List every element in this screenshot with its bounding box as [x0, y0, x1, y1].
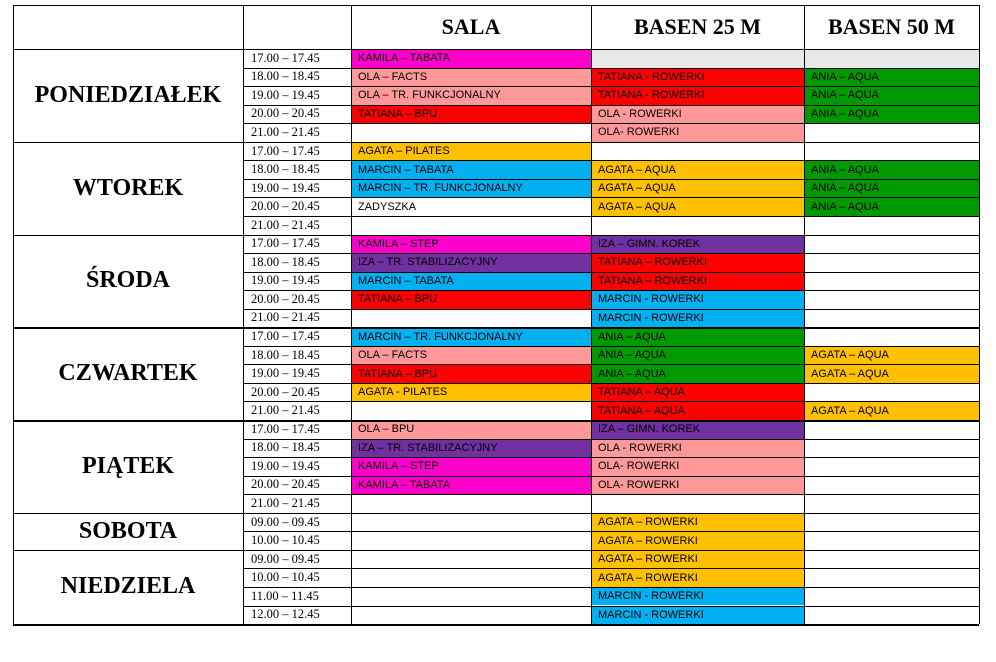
class-cell-sala: OLA – TR. FUNKCJONALNY: [351, 86, 591, 105]
class-cell-b50: [804, 550, 979, 569]
grid-line: [243, 272, 979, 273]
grid-line: [243, 587, 979, 588]
grid-line: [243, 476, 979, 477]
grid-line: [13, 235, 979, 237]
time-slot: 19.00 – 19.45: [251, 458, 320, 473]
class-cell-b50: ANIA – AQUA: [804, 160, 979, 179]
class-cell-sala: OLA – FACTS: [351, 346, 591, 365]
class-cell-b25: AGATA – ROWERKI: [591, 550, 804, 569]
time-slot: 20.00 – 20.45: [251, 291, 320, 306]
time-slot: 21.00 – 21.45: [251, 310, 320, 325]
day-name: WTOREK: [72, 174, 184, 201]
header-basen-25m: BASEN 25 M: [633, 14, 762, 39]
class-cell-b25: OLA- ROWERKI: [591, 476, 804, 495]
class-cell-b50: [804, 290, 979, 309]
class-cell-b25: ANIA – AQUA: [591, 327, 804, 346]
class-cell-b50: AGATA – AQUA: [804, 364, 979, 383]
class-cell-sala: TATIANA – BPU: [351, 105, 591, 124]
class-cell-b50: ANIA – AQUA: [804, 179, 979, 198]
class-cell-sala: [351, 568, 591, 587]
class-cell-b50: ANIA – AQUA: [804, 197, 979, 216]
class-cell-b25: TATIANA – AQUA: [591, 383, 804, 402]
class-cell-b25: MARCIN - ROWERKI: [591, 309, 804, 328]
grid-line: [243, 401, 979, 402]
grid-line: [243, 197, 979, 198]
class-cell-sala: ZADYSZKA: [351, 197, 591, 216]
time-slot: 20.00 – 20.45: [251, 106, 320, 121]
time-slot: 18.00 – 18.45: [251, 347, 320, 362]
grid-line: [13, 5, 14, 624]
class-cell-b50: [804, 49, 979, 68]
class-cell-b50: [804, 457, 979, 476]
grid-line: [13, 327, 979, 329]
class-cell-sala: MARCIN – TR. FUNKCJONALNY: [351, 327, 591, 346]
class-cell-sala: [351, 531, 591, 550]
day-name: CZWARTEK: [58, 360, 198, 387]
class-cell-b25: AGATA – AQUA: [591, 197, 804, 216]
grid-line: [243, 457, 979, 458]
time-slot: 21.00 – 21.45: [251, 124, 320, 139]
class-cell-b25: TATIANA - ROWERKI: [591, 68, 804, 87]
class-cell-b25: TATIANA - ROWERKI: [591, 86, 804, 105]
class-cell-b50: AGATA – AQUA: [804, 401, 979, 420]
class-cell-sala: [351, 587, 591, 606]
class-cell-sala: [351, 494, 591, 513]
time-slot: 20.00 – 20.45: [251, 477, 320, 492]
time-slot: 12.00 – 12.45: [251, 607, 320, 622]
grid-line: [243, 290, 979, 291]
grid-line: [13, 513, 979, 515]
class-cell-b50: [804, 439, 979, 458]
class-cell-sala: MARCIN – TABATA: [351, 272, 591, 291]
class-cell-b50: [804, 272, 979, 291]
class-cell-sala: KAMILA – TABATA: [351, 49, 591, 68]
header-sala: SALA: [441, 14, 501, 39]
class-cell-b25: AGATA – ROWERKI: [591, 568, 804, 587]
class-cell-sala: MARCIN – TR. FUNKCJONALNY: [351, 179, 591, 198]
grid-line: [243, 346, 979, 347]
class-cell-sala: MARCIN – TABATA: [351, 160, 591, 179]
grid-line: [243, 364, 979, 365]
class-cell-b25: MARCIN - ROWERKI: [591, 587, 804, 606]
class-cell-b50: AGATA – AQUA: [804, 346, 979, 365]
class-cell-b25: TATIANA – ROWERKI: [591, 272, 804, 291]
class-cell-b25: ANIA – AQUA: [591, 364, 804, 383]
time-slot: 11.00 – 11.45: [251, 588, 319, 603]
class-cell-b25: AGATA – ROWERKI: [591, 531, 804, 550]
class-cell-b25: OLA- ROWERKI: [591, 457, 804, 476]
class-cell-sala: OLA – BPU: [351, 420, 591, 439]
time-slot: 18.00 – 18.45: [251, 440, 320, 455]
class-cell-b50: [804, 606, 979, 625]
header-basen-50m: BASEN 50 M: [827, 14, 956, 39]
class-cell-sala: IZA – TR. STABILIZACYJNY: [351, 253, 591, 272]
class-cell-b50: [804, 309, 979, 328]
grid-line: [243, 309, 979, 310]
grid-line: [243, 383, 979, 384]
grid-line: [979, 5, 980, 624]
class-cell-b50: [804, 216, 979, 235]
time-slot: 10.00 – 10.45: [251, 570, 320, 585]
class-cell-b50: [804, 123, 979, 142]
class-cell-b50: [804, 383, 979, 402]
time-slot: 21.00 – 21.45: [251, 495, 320, 510]
class-cell-sala: TATIANA – BPU: [351, 290, 591, 309]
time-slot: 18.00 – 18.45: [251, 254, 320, 269]
time-slot: 09.00 – 09.45: [251, 551, 320, 566]
class-cell-b25: [591, 49, 804, 68]
grid-line: [243, 86, 979, 87]
time-slot: 19.00 – 19.45: [251, 180, 320, 195]
grid-line: [243, 179, 979, 180]
grid-line: [13, 142, 979, 144]
time-slot: 20.00 – 20.45: [251, 384, 320, 399]
class-cell-b50: [804, 587, 979, 606]
class-cell-sala: AGATA - PILATES: [351, 383, 591, 402]
time-slot: 09.00 – 09.45: [251, 514, 320, 529]
grid-line: [243, 494, 979, 495]
class-cell-b25: OLA - ROWERKI: [591, 105, 804, 124]
grid-line: [243, 68, 979, 69]
time-slot: 17.00 – 17.45: [251, 236, 320, 251]
class-cell-sala: [351, 550, 591, 569]
time-slot: 17.00 – 17.45: [251, 143, 320, 158]
class-cell-b25: TATIANA – ROWERKI: [591, 253, 804, 272]
time-slot: 10.00 – 10.45: [251, 533, 320, 548]
class-cell-b50: [804, 420, 979, 439]
class-cell-sala: [351, 309, 591, 328]
grid-line: [13, 550, 979, 552]
class-cell-b50: [804, 327, 979, 346]
class-cell-b25: [591, 142, 804, 161]
class-cell-b25: MARCIN - ROWERKI: [591, 606, 804, 625]
grid-line: [13, 420, 979, 422]
grid-line: [243, 105, 979, 106]
grid-line: [243, 160, 979, 161]
day-name: PIĄTEK: [81, 452, 174, 479]
class-cell-sala: [351, 513, 591, 532]
day-name: ŚRODA: [85, 267, 170, 294]
grid-line: [13, 624, 979, 626]
class-cell-b50: [804, 494, 979, 513]
class-cell-b50: [804, 235, 979, 254]
time-slot: 19.00 – 19.45: [251, 366, 320, 381]
class-cell-b25: [591, 216, 804, 235]
class-cell-b25: TATIANA – AQUA: [591, 401, 804, 420]
day-name: PONIEDZIAŁEK: [34, 81, 222, 108]
grid-line: [243, 531, 979, 532]
class-cell-b50: [804, 253, 979, 272]
class-cell-b50: [804, 531, 979, 550]
class-cell-b25: IZA – GIMN. KOREK: [591, 420, 804, 439]
time-slot: 18.00 – 18.45: [251, 69, 320, 84]
class-cell-b50: ANIA – AQUA: [804, 86, 979, 105]
grid-line: [243, 568, 979, 569]
class-cell-b50: [804, 513, 979, 532]
time-slot: 17.00 – 17.45: [251, 50, 320, 65]
class-cell-b25: AGATA – AQUA: [591, 160, 804, 179]
day-name: NIEDZIELA: [60, 573, 196, 600]
class-cell-b50: [804, 568, 979, 587]
class-cell-sala: IZA – TR. STABILIZACYJNY: [351, 439, 591, 458]
class-cell-b25: OLA - ROWERKI: [591, 439, 804, 458]
class-cell-b25: AGATA – AQUA: [591, 179, 804, 198]
grid-line: [243, 253, 979, 254]
grid-line: [13, 5, 979, 6]
time-slot: 19.00 – 19.45: [251, 273, 320, 288]
class-cell-b50: ANIA – AQUA: [804, 68, 979, 87]
time-slot: 18.00 – 18.45: [251, 162, 320, 177]
time-slot: 17.00 – 17.45: [251, 421, 320, 436]
class-cell-sala: KAMILA – TABATA: [351, 476, 591, 495]
time-slot: 19.00 – 19.45: [251, 87, 320, 102]
class-cell-sala: [351, 401, 591, 420]
class-cell-b25: MARCIN - ROWERKI: [591, 290, 804, 309]
class-cell-sala: AGATA – PILATES: [351, 142, 591, 161]
class-cell-b50: ANIA – AQUA: [804, 105, 979, 124]
day-name: SOBOTA: [78, 517, 178, 544]
class-cell-sala: KAMILA – STEP: [351, 457, 591, 476]
class-cell-sala: KAMILA – STEP: [351, 235, 591, 254]
grid-line: [13, 49, 979, 50]
class-cell-b25: IZA – GIMN. KOREK: [591, 235, 804, 254]
class-cell-sala: TATIANA – BPU: [351, 364, 591, 383]
class-cell-sala: [351, 216, 591, 235]
time-slot: 21.00 – 21.45: [251, 403, 320, 418]
class-cell-sala: [351, 123, 591, 142]
class-cell-b25: ANIA – AQUA: [591, 346, 804, 365]
grid-line: [243, 439, 979, 440]
time-slot: 17.00 – 17.45: [251, 329, 320, 344]
class-cell-b25: AGATA – ROWERKI: [591, 513, 804, 532]
class-cell-b50: [804, 476, 979, 495]
grid-line: [243, 123, 979, 124]
class-cell-b25: OLA- ROWERKI: [591, 123, 804, 142]
grid-line: [243, 606, 979, 607]
time-slot: 21.00 – 21.45: [251, 217, 320, 232]
grid-line: [243, 216, 979, 217]
class-cell-b25: [591, 494, 804, 513]
class-cell-b50: [804, 142, 979, 161]
class-cell-sala: OLA – FACTS: [351, 68, 591, 87]
class-cell-sala: [351, 606, 591, 625]
time-slot: 20.00 – 20.45: [251, 199, 320, 214]
